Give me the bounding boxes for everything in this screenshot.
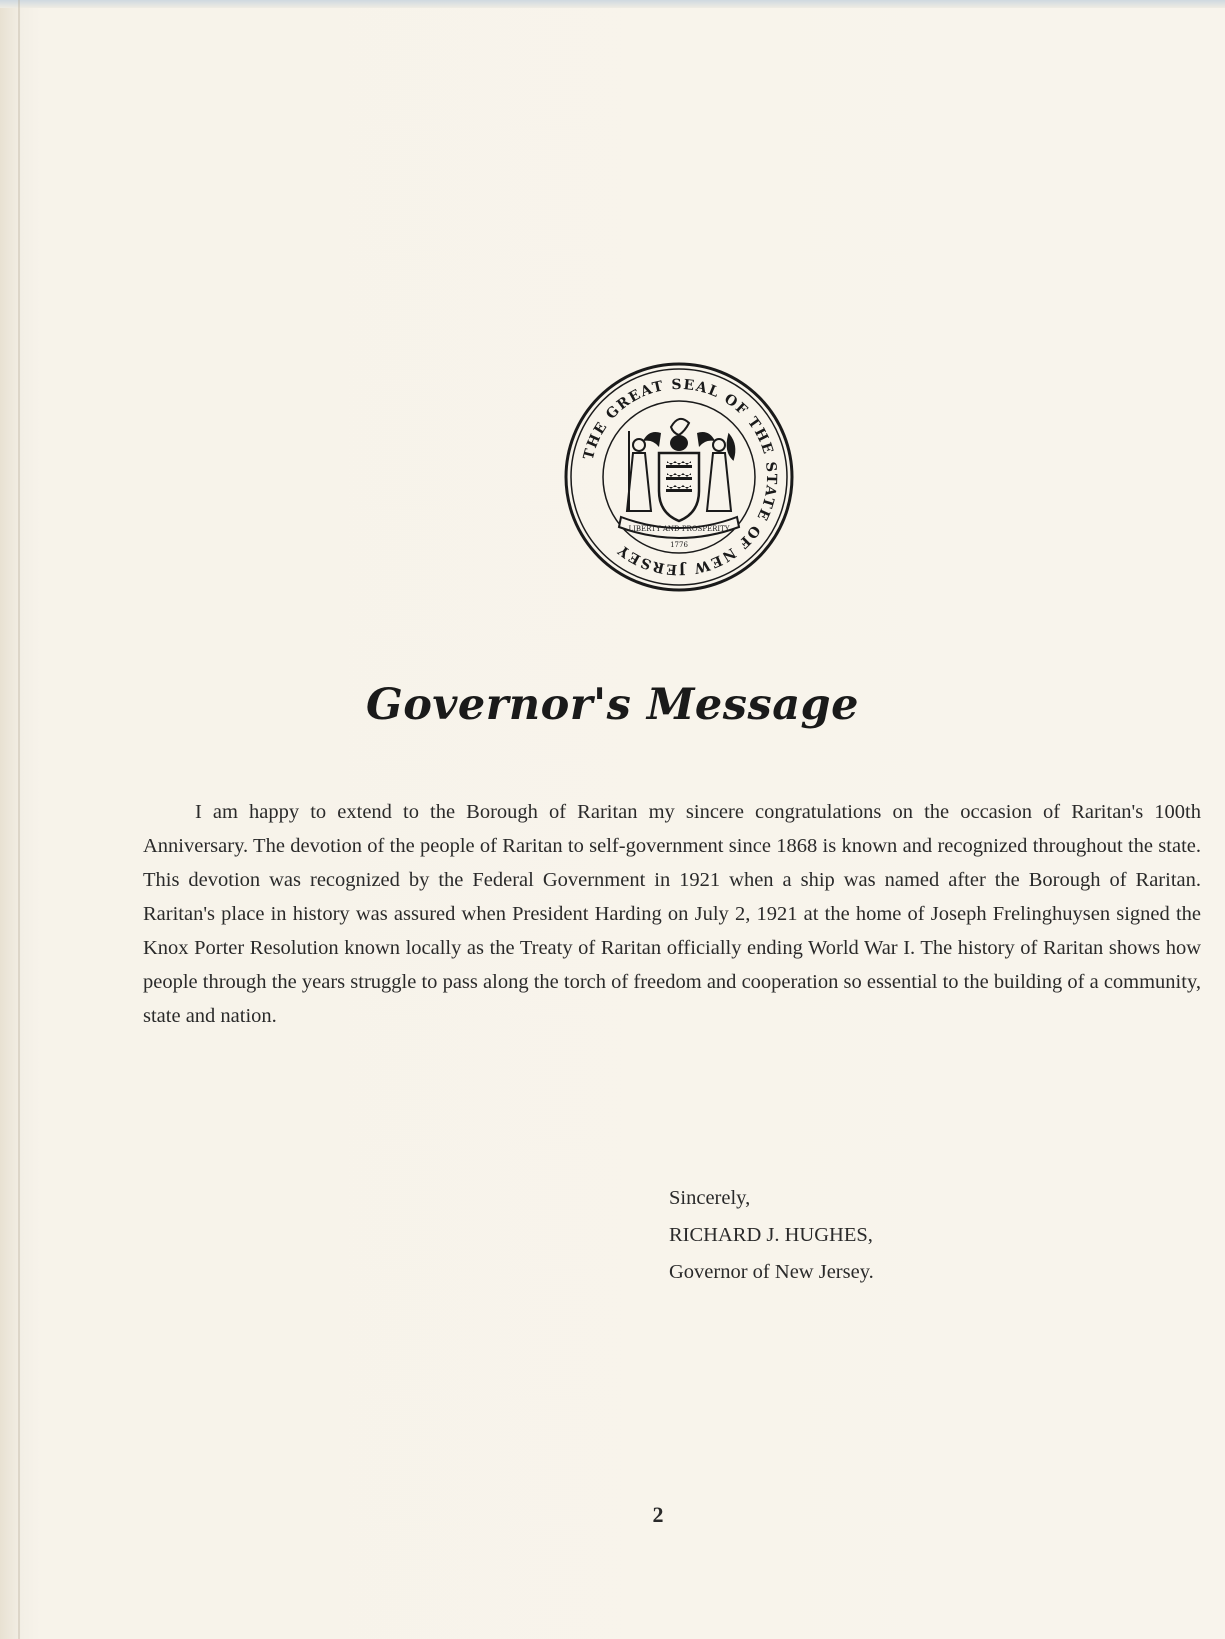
signature-closing: Sincerely,: [669, 1187, 751, 1209]
svg-text:LIBERTY AND PROSPERITY: LIBERTY AND PROSPERITY: [628, 525, 730, 533]
message-body: I am happy to extend to the Borough of Raritan my sincere congratulations on the occasion of Raritan's 100th Anniversary. The devotion of the people of Raritan to self-government since 1868 is known and recognized throughout the state. This devotion was recognized by the Federal Government in 1921 when a ship was named after the Borough of Raritan. Raritan's place in history was assured when President Harding on July 2, 1921 at the home of Joseph Frelinghuysen signed the Knox Porter Resolution known locally as the Treaty of Raritan officially ending World War I. The history of Raritan shows how people through the years struggle to pass along the torch of freedom and cooperation so essential to the building of a community, state and nation.: [143, 801, 1201, 1027]
new-jersey-seal: [563, 361, 795, 593]
signature-name: RICHARD J. HUGHES,: [669, 1224, 873, 1246]
page-title: Governor's Message: [365, 680, 859, 730]
binding-edge: [18, 0, 20, 1639]
svg-text:THE GREAT SEAL OF THE STATE OF: THE GREAT SEAL OF THE STATE OF NEW JERSEY: [580, 376, 780, 578]
signature-title: Governor of New Jersey.: [669, 1261, 874, 1283]
signature-block: [669, 1180, 874, 1291]
page-top-edge: [0, 0, 1225, 8]
svg-text:1776: 1776: [670, 541, 688, 549]
page-number: 2: [652, 1502, 664, 1527]
